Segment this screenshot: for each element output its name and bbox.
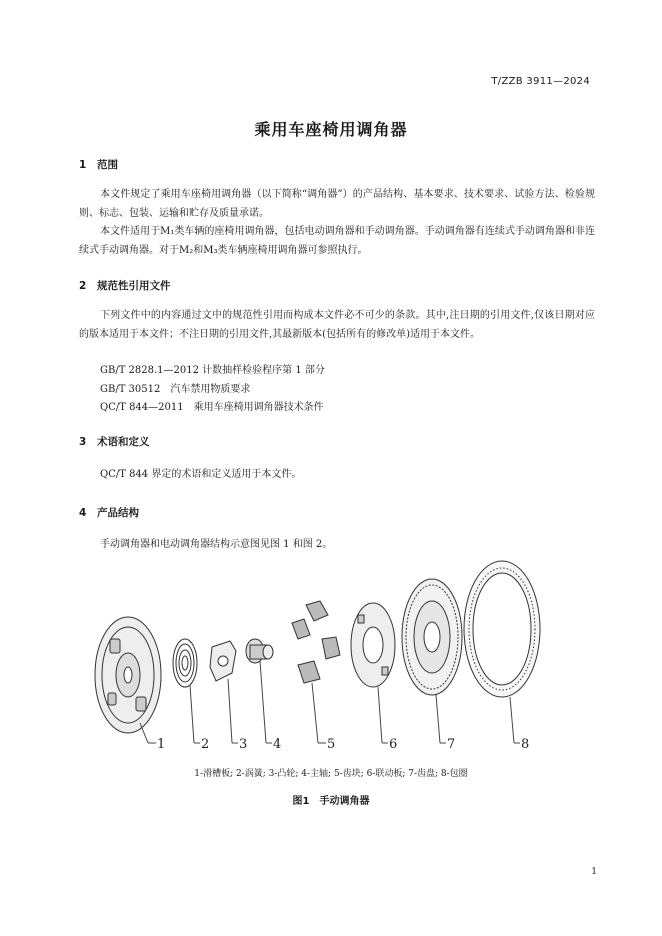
part-label: 4: [273, 737, 282, 752]
reference-item: QC/T 844—2011 乘用车座椅用调角器技术条件: [100, 402, 324, 413]
part-label: 2: [201, 737, 210, 752]
section-heading-product-structure: [79, 505, 139, 520]
section-heading-scope: [79, 157, 118, 172]
slide-plate-part: [95, 617, 161, 733]
paragraph: QC/T 844 界定的术语和定义适用于本文件。: [100, 469, 302, 480]
section-title: 产品结构: [97, 507, 139, 519]
part-label: 1: [157, 737, 166, 752]
paragraph: 下列文件中的内容通过文中的规范性引用而构成本文件必不可少的条款。其中,注日期的引用文件,仅该日期对应的版本适用于本文件；不注日期的引用文件,其最新版本(包括所有的修改单)适用于本文件。: [79, 310, 595, 340]
paragraph: 本文件规定了乘用车座椅用调角器（以下简称“调角器”）的产品结构、基本要求、技术要求、试验方法、检验规则、标志、包装、运输和贮存及质量承诺。: [79, 189, 595, 219]
part-label: 7: [447, 737, 456, 752]
section-heading-normative-references: [79, 278, 171, 293]
section-title: 术语和定义: [97, 436, 150, 448]
section-number: 4: [79, 507, 87, 519]
section-heading-terms: [79, 434, 150, 449]
main-shaft-part: [246, 639, 273, 663]
figure-title: 图1 手动调角器: [292, 796, 370, 807]
reference-list: [100, 362, 325, 418]
paragraph: 手动调角器和电动调角器结构示意图见图 1 和图 2。: [100, 539, 333, 550]
section-number: 1: [79, 159, 87, 171]
exploded-view-illustration: [90, 555, 570, 760]
section-title: 范围: [97, 159, 118, 171]
spiral-spring-part: [173, 639, 197, 687]
tooth-block-part: [292, 601, 340, 683]
wrap-ring-part: [464, 561, 540, 697]
linkage-plate-part: [351, 603, 395, 687]
part-label: 5: [327, 737, 336, 752]
toothed-disk-part: [402, 579, 462, 695]
part-label: 6: [389, 737, 398, 752]
page-number: 1: [591, 867, 597, 877]
reference-item: GB/T 2828.1—2012 计数抽样检验程序第 1 部分: [100, 365, 325, 376]
part-label: 3: [239, 737, 248, 752]
section-structure-body: [79, 536, 595, 555]
paragraph: 本文件适用于M₁类车辆的座椅用调角器，包括电动调角器和手动调角器。手动调角器有连续式手动调角器和非连续式手动调角器。对于M₂和M₃类车辆座椅用调角器可参照执行。: [79, 226, 595, 257]
document-number: T/ZZB 3911—2024: [491, 76, 590, 87]
section-scope-body: [79, 186, 595, 261]
section-number: 2: [79, 280, 87, 292]
cam-part: [210, 641, 236, 681]
figure-legend: 1-滑槽板; 2-涡簧; 3-凸轮; 4-主轴; 5-齿块; 6-联动板; 7-齿盘; 8-包圈: [194, 769, 468, 779]
part-label: 8: [521, 737, 530, 752]
document-title: 乘用车座椅用调角器: [254, 120, 408, 139]
section-title: 规范性引用文件: [97, 280, 171, 292]
section-terms-body: [79, 466, 595, 485]
section-number: 3: [79, 436, 87, 448]
reference-item: GB/T 30512 汽车禁用物质要求: [100, 383, 251, 395]
section-references-body: [79, 307, 595, 344]
